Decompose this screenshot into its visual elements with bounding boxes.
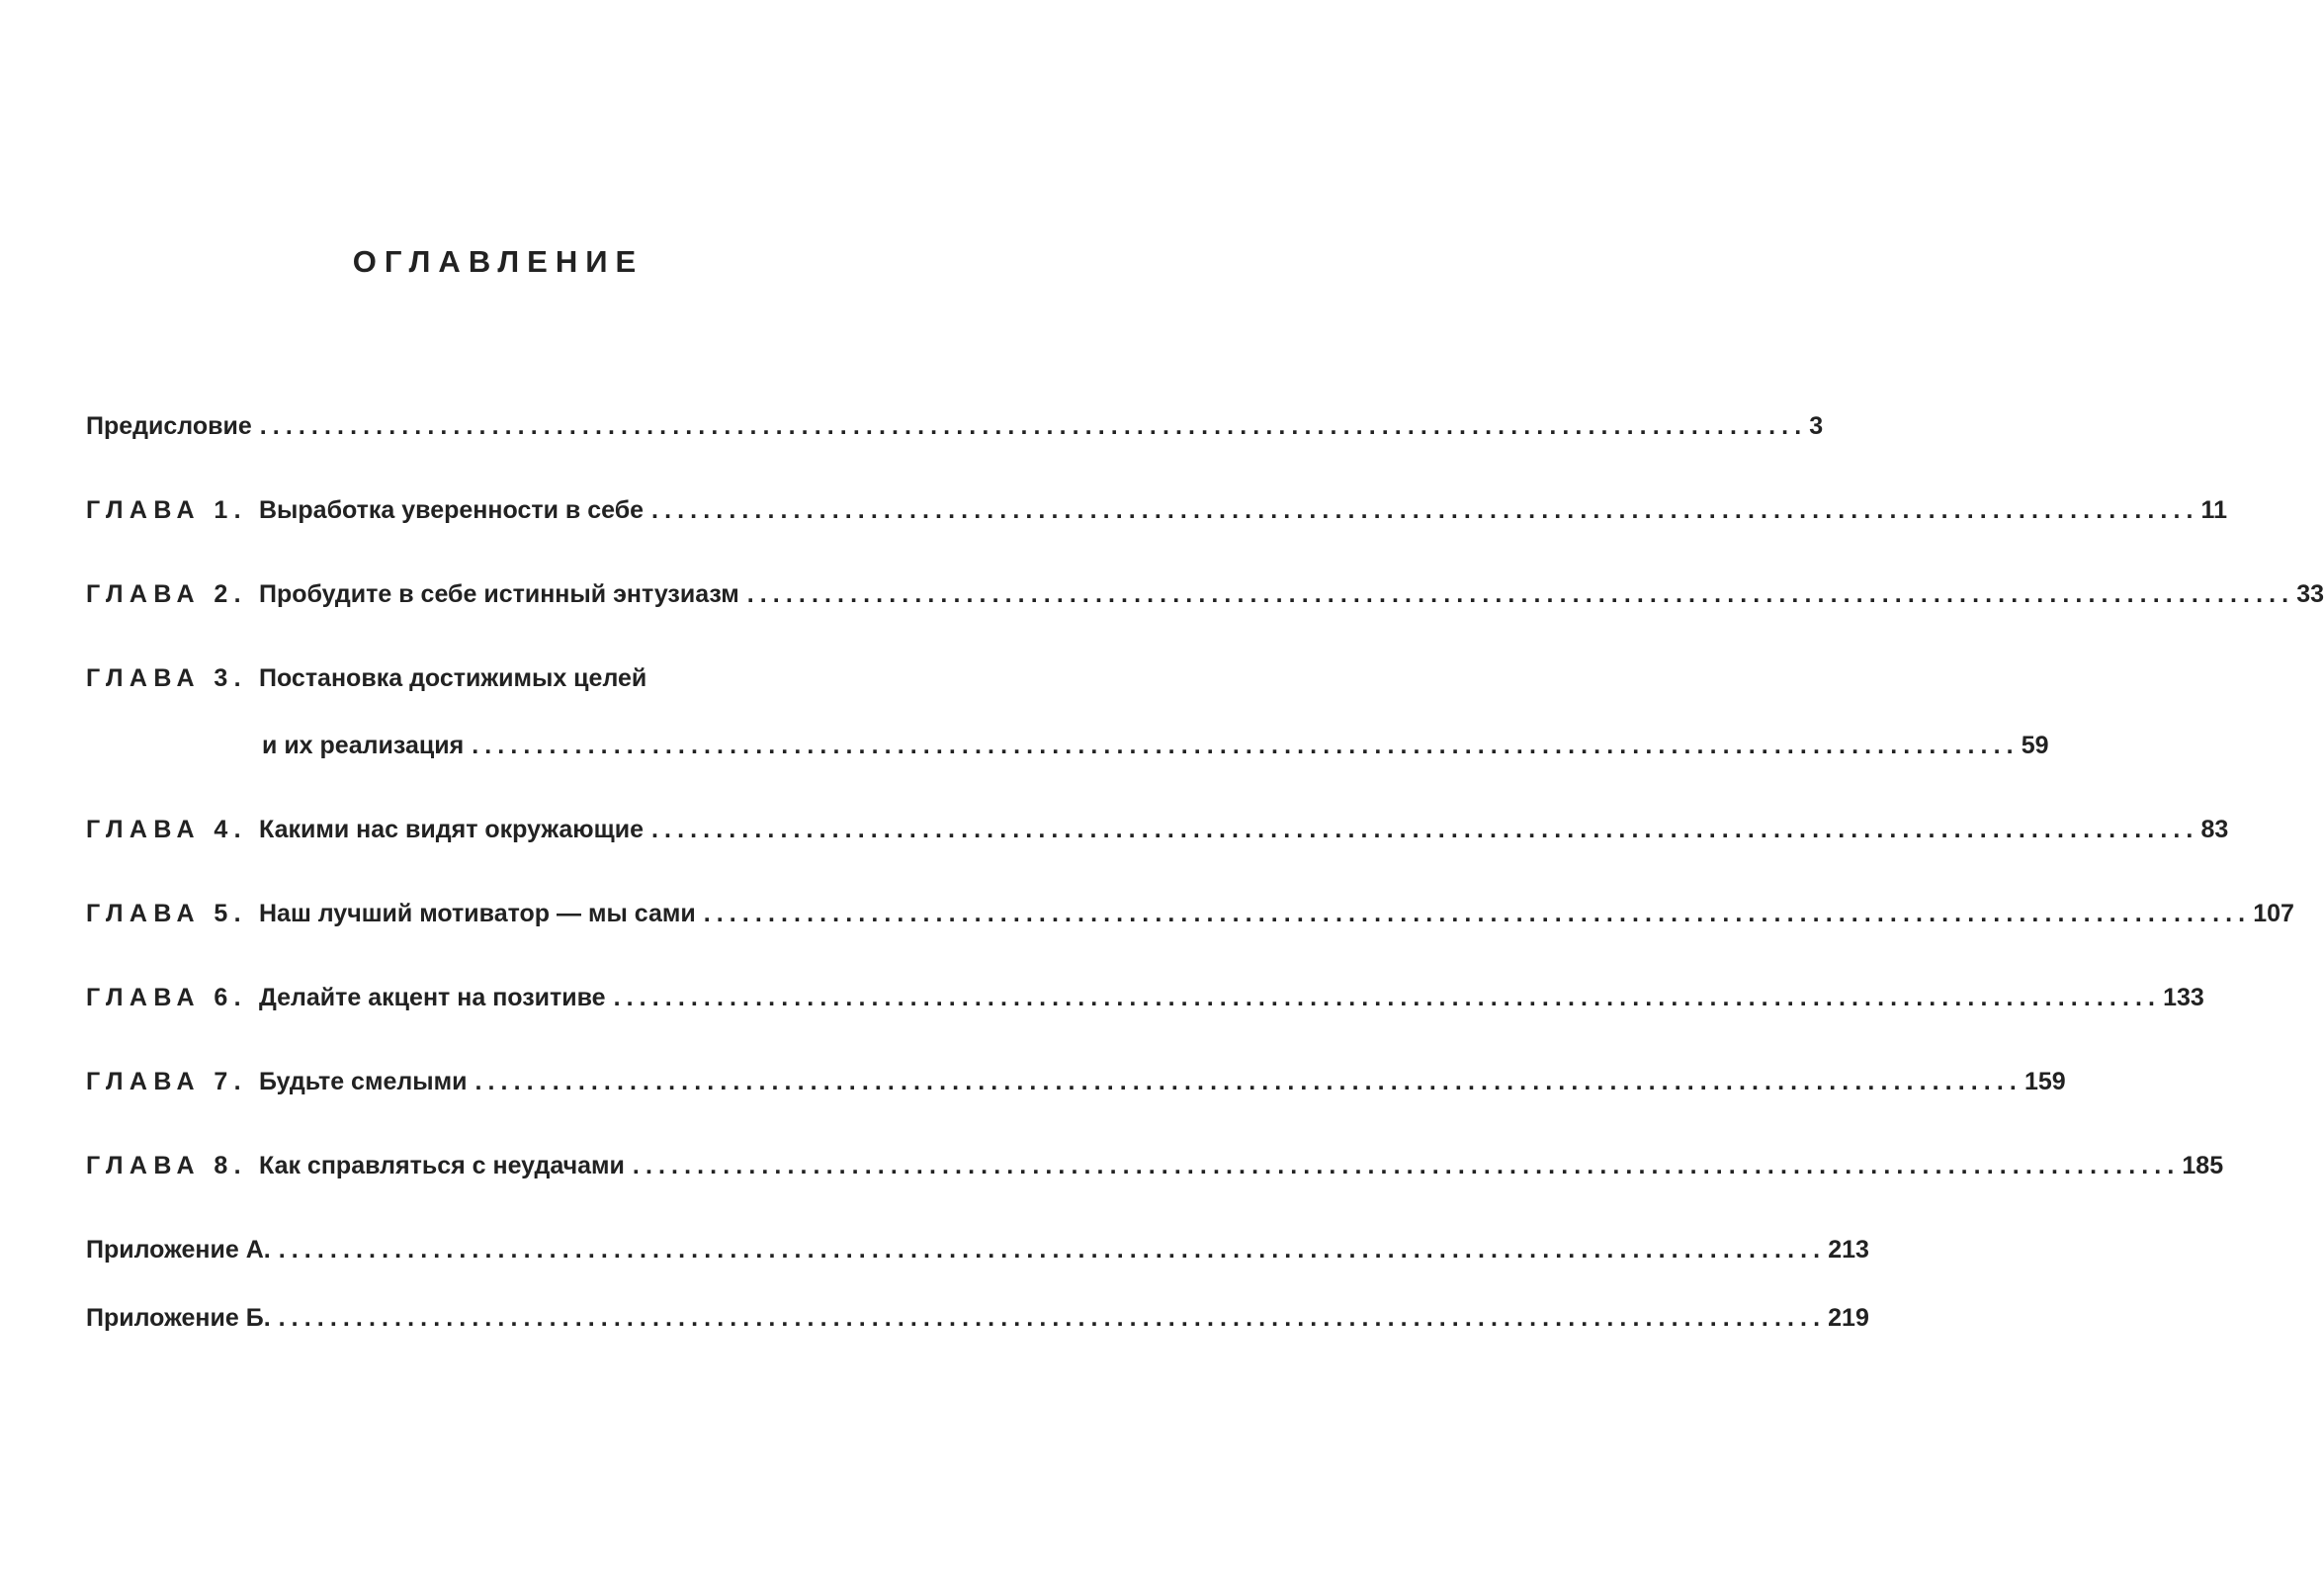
toc-entry-chapter-4[interactable] xyxy=(86,810,2229,849)
toc-page-number: 185 xyxy=(2182,1152,2224,1179)
toc-entry-text: Приложение А. xyxy=(86,1236,271,1264)
toc-entry-text: Пробудите в себе истинный энтузиазм xyxy=(259,580,739,608)
toc-entry-appendix-b[interactable] xyxy=(86,1298,1869,1338)
toc-page-number: 33 xyxy=(2296,580,2324,608)
toc-page-number: 11 xyxy=(2200,496,2227,524)
leader-dots: ........................................................................................................................ xyxy=(651,496,2199,524)
chapter-label: ГЛАВА 3. xyxy=(86,664,248,692)
toc-entry-text: Постановка достижимых целей xyxy=(259,664,647,692)
toc-page-number: 59 xyxy=(2021,732,2049,759)
page-title: ОГЛАВЛЕНИЕ xyxy=(352,244,645,279)
leader-dots: ........................................................................................................................ xyxy=(746,580,2295,608)
toc-entry-text: Будьте смелыми xyxy=(259,1068,468,1095)
leader-dots: ........................................................................................................................ xyxy=(474,1068,2023,1095)
toc-entry-chapter-6[interactable] xyxy=(86,978,2204,1017)
toc-page-number: 3 xyxy=(1809,412,1824,440)
chapter-label: ГЛАВА 5. xyxy=(86,900,248,927)
leader-dots: ........................................................................................................................ xyxy=(613,984,2162,1011)
chapter-label: ГЛАВА 4. xyxy=(86,816,248,843)
toc-entry-chapter-1[interactable] xyxy=(86,490,2227,530)
toc-page-number: 107 xyxy=(2253,900,2294,927)
chapter-label: ГЛАВА 2. xyxy=(86,580,248,608)
chapter-label: ГЛАВА 8. xyxy=(86,1152,248,1179)
toc-entry-text: Приложение Б. xyxy=(86,1304,271,1332)
toc-entry-chapter-8[interactable] xyxy=(86,1146,2224,1185)
chapter-label: ГЛАВА 1. xyxy=(86,496,248,524)
toc-entry-chapter-2[interactable] xyxy=(86,574,2324,614)
leader-dots: ........................................................................................................................ xyxy=(703,900,2252,927)
leader-dots: ........................................................................................................................ xyxy=(472,732,2020,759)
toc-page-number: 83 xyxy=(2200,816,2229,843)
chapter-label: ГЛАВА 6. xyxy=(86,984,248,1011)
leader-dots: ........................................................................................................................ xyxy=(632,1152,2181,1179)
toc-entry-text: Как справляться с неудачами xyxy=(259,1152,625,1179)
toc-page-number: 219 xyxy=(1828,1304,1869,1332)
toc-entry-preface[interactable] xyxy=(86,406,1824,446)
toc-entry-text: Выработка уверенности в себе xyxy=(259,496,645,524)
toc-entry-chapter-5[interactable] xyxy=(86,894,2294,933)
leader-dots: ........................................................................................................................ xyxy=(278,1304,1827,1332)
toc-page-number: 213 xyxy=(1828,1236,1869,1264)
toc-page-number: 159 xyxy=(2023,1068,2066,1095)
toc-page-number: 133 xyxy=(2163,984,2204,1011)
toc-entry-text: Какими нас видят окружающие xyxy=(259,816,644,843)
toc-entry-chapter-3[interactable] xyxy=(86,658,889,698)
leader-dots: ........................................................................................................................ xyxy=(650,816,2199,843)
leader-dots: ........................................................................................................................ xyxy=(259,412,1808,440)
toc-entry-appendix-a[interactable] xyxy=(86,1230,1869,1269)
toc-entry-chapter-3-continued[interactable] xyxy=(262,726,2049,765)
toc-entry-text: Предисловие xyxy=(86,412,252,440)
toc-entry-text: и их реализация xyxy=(262,732,465,759)
toc-entry-chapter-7[interactable] xyxy=(86,1062,2066,1101)
leader-dots: ........................................................................................................................ xyxy=(278,1236,1827,1264)
toc-entry-text: Наш лучший мотиватор — мы сами xyxy=(259,900,696,927)
chapter-label: ГЛАВА 7. xyxy=(86,1068,248,1095)
toc-entry-text: Делайте акцент на позитиве xyxy=(259,984,606,1011)
